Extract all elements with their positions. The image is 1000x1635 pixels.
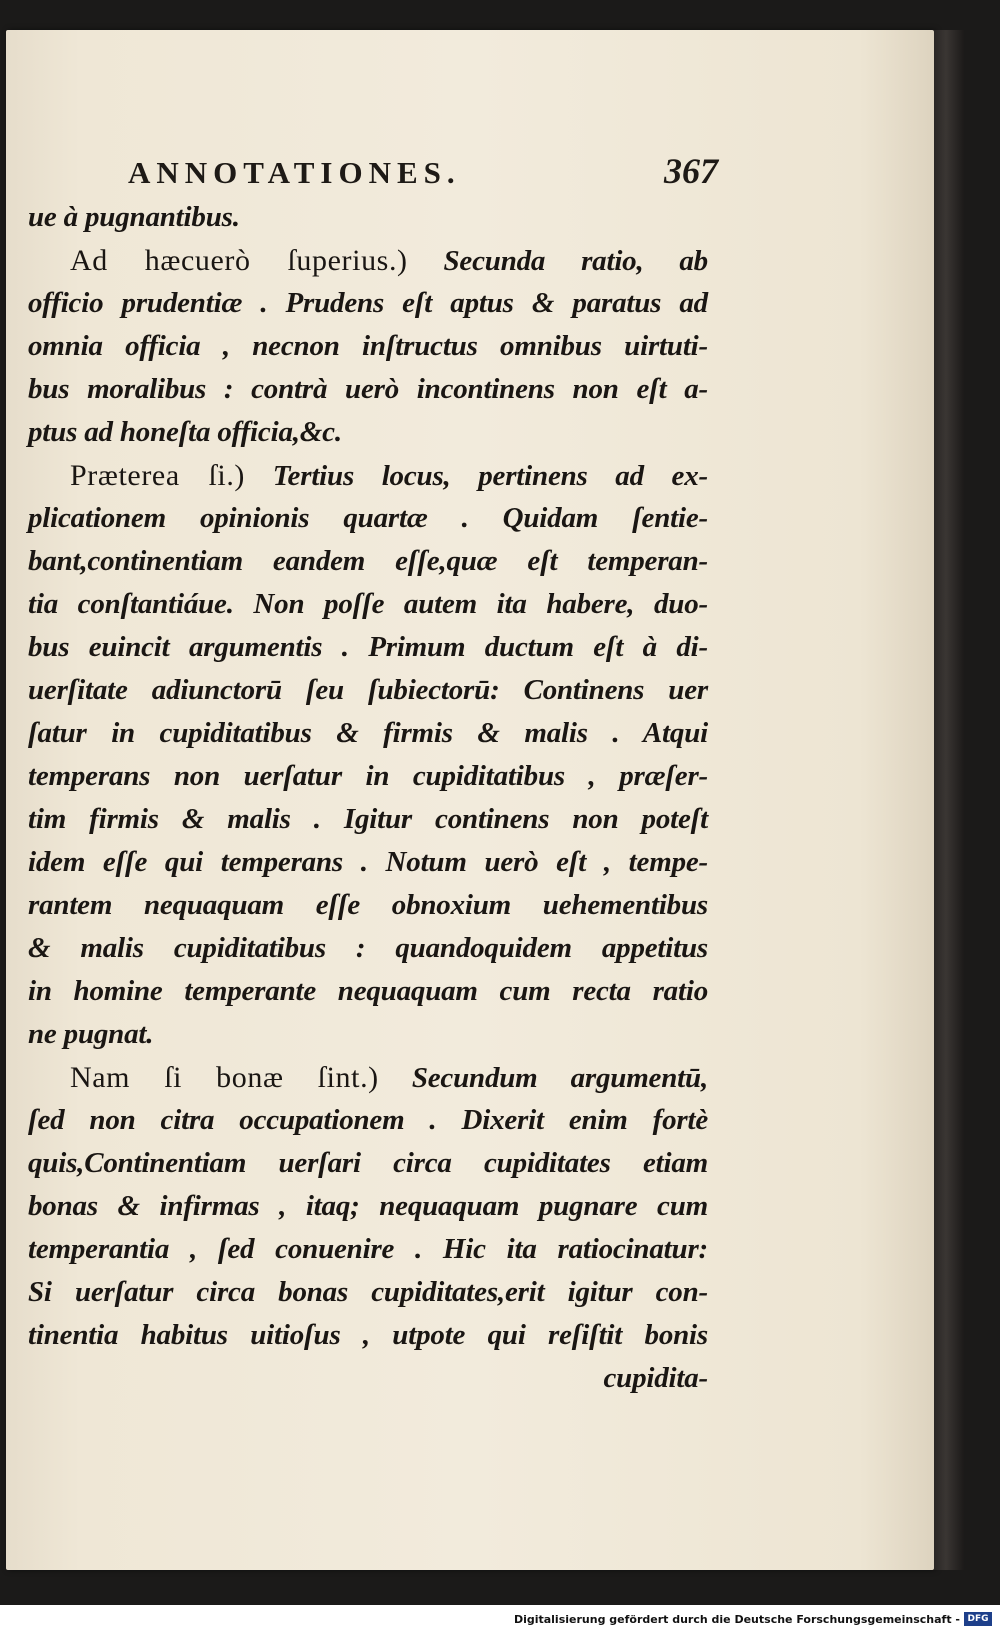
text-line: tia conſtantiáue. Non poſſe autem ita habere, duo- xyxy=(28,588,708,620)
text-line: rantem nequaquam eſſe obnoxium uehementibus xyxy=(28,889,708,921)
text-line: bant,continentiam eandem eſſe,quæ eſt temperan- xyxy=(28,545,708,577)
text-line: in homine temperante nequaquam cum recta ratio xyxy=(28,975,708,1007)
text-line: officio prudentiæ . Prudens eſt aptus & paratus ad xyxy=(28,287,708,319)
text-line: ſed non citra occupationem . Dixerit enim fortè xyxy=(28,1104,708,1136)
funding-credit: Digitalisierung gefördert durch die Deutsche Forschungsgemeinschaft - xyxy=(513,1613,960,1626)
text-line: bonas & infirmas , itaq; nequaquam pugnare cum xyxy=(28,1190,708,1222)
dfg-logo-icon: DFG xyxy=(964,1612,992,1626)
text-line: Si uerſatur circa bonas cupiditates,erit igitur con- xyxy=(28,1276,708,1308)
text-line: uerſitate adiunctorū ſeu ſubiectorū: Continens uer xyxy=(28,674,708,706)
text-line: Ad hæcuerò ſuperius.) Secunda ratio, ab xyxy=(70,244,708,277)
text-line: bus euincit argumentis . Primum ductum eſt à di- xyxy=(28,631,708,663)
text-line: temperans non uerſatur in cupiditatibus , præſer- xyxy=(28,760,708,792)
page-edge xyxy=(934,30,964,1570)
text-line: Præterea ſi.) Tertius locus, pertinens ad ex- xyxy=(70,459,708,492)
text-line: temperantia , ſed conuenire . Hic ita ratiocinatur: xyxy=(28,1233,708,1265)
text-line: ptus ad honeſta officia,&c. xyxy=(28,416,342,448)
text-line: quis,Continentiam uerſari circa cupiditates etiam xyxy=(28,1147,708,1179)
text-line: ue à pugnantibus. xyxy=(28,201,240,233)
text-line: Nam ſi bonæ ſint.) Secundum argumentū, xyxy=(70,1061,708,1094)
lemma: Nam ſi bonæ ſint.) xyxy=(70,1061,379,1094)
lemma: Præterea ſi.) xyxy=(70,459,246,492)
text-line: ne pugnat. xyxy=(28,1018,154,1050)
text-line: omnia officia , necnon inſtructus omnibus uirtuti- xyxy=(28,330,708,362)
running-title: ANNOTATIONES. xyxy=(128,155,461,190)
text-line: tinentia habitus uitioſus , utpote qui reſiſtit bonis xyxy=(28,1319,708,1351)
text-line: & malis cupiditatibus : quandoquidem appetitus xyxy=(28,932,708,964)
text-line: ſatur in cupiditatibus & firmis & malis . Atqui xyxy=(28,717,708,749)
text-line: tim firmis & malis . Igitur continens non poteſt xyxy=(28,803,708,835)
text-line: idem eſſe qui temperans . Notum uerò eſt , tempe- xyxy=(28,846,708,878)
running-head xyxy=(128,150,718,200)
lemma: Ad hæcuerò ſuperius.) xyxy=(70,244,408,277)
text-line: plicationem opinionis quartæ . Quidam ſentie- xyxy=(28,502,708,534)
text-line: bus moralibus : contrà uerò incontinens non eſt a- xyxy=(28,373,708,405)
body-text xyxy=(28,196,708,1400)
catchword: cupidita- xyxy=(603,1362,708,1394)
page-number: 367 xyxy=(664,151,718,191)
digitization-footer xyxy=(0,1605,1000,1635)
